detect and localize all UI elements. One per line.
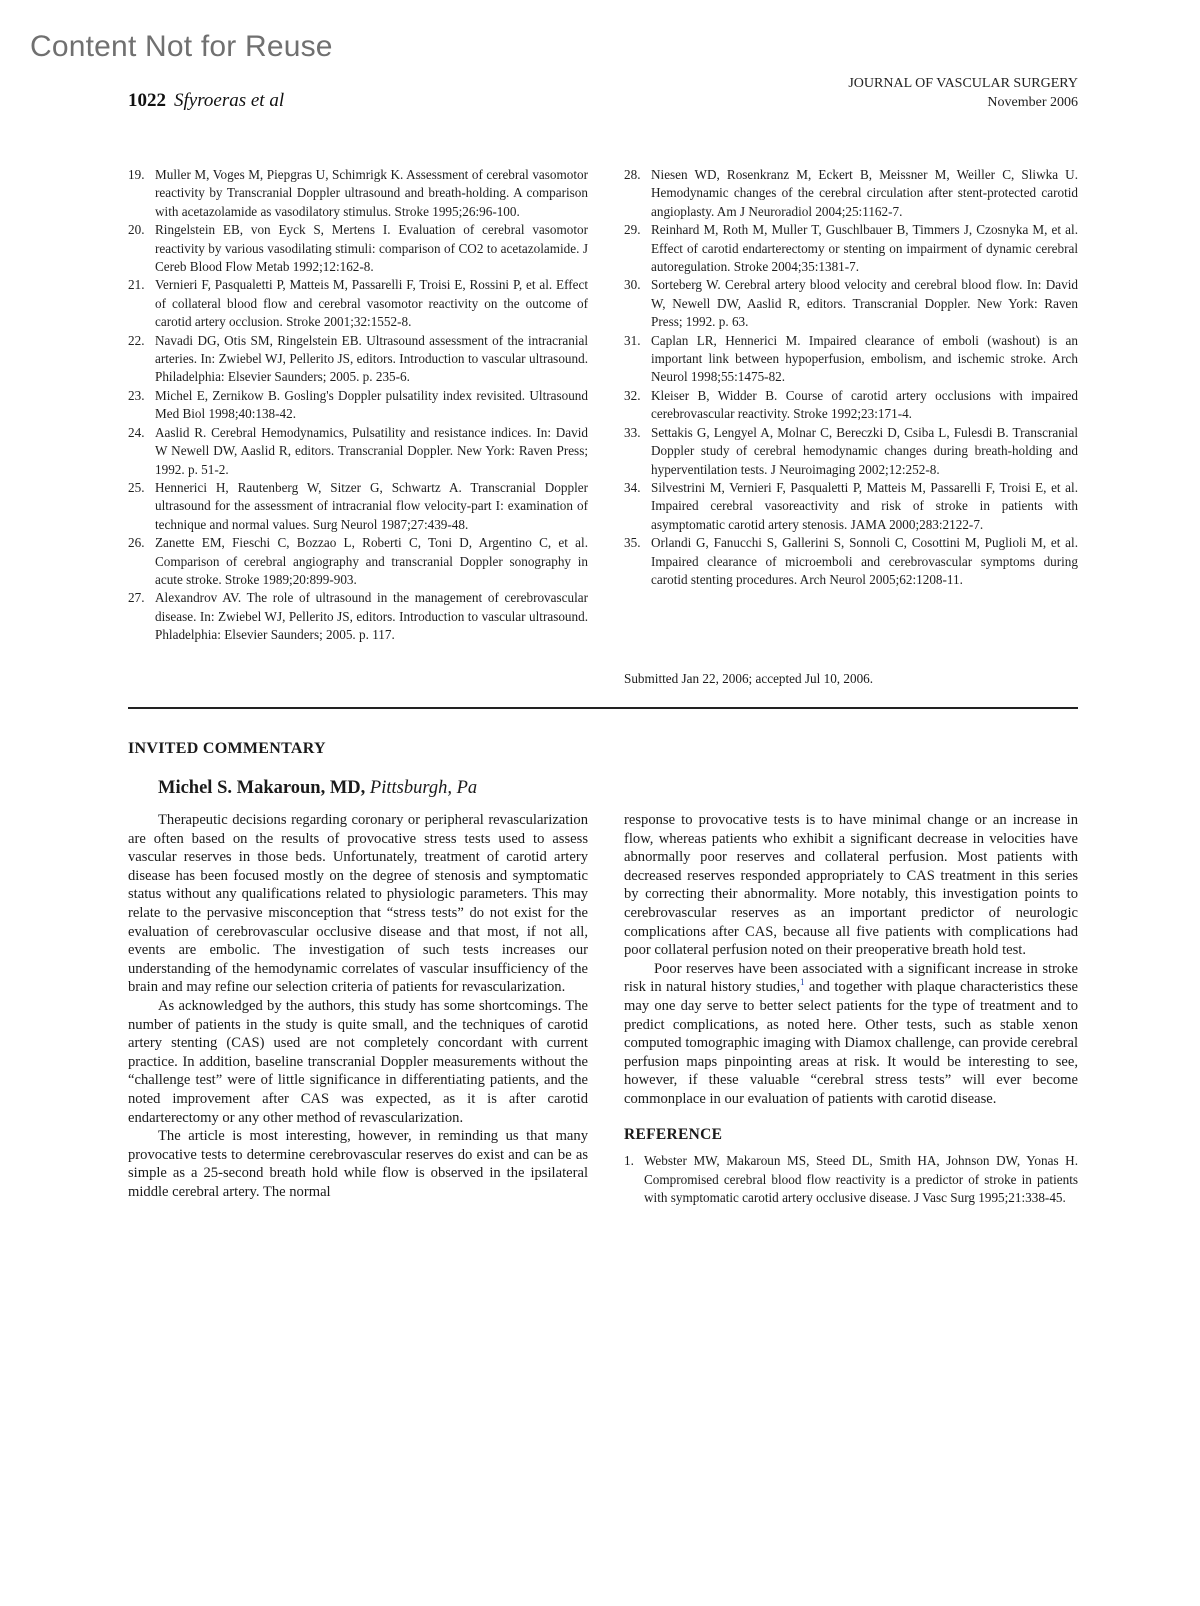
reference-text: Muller M, Voges M, Piepgras U, Schimrigk K. Assessment of cerebral vasomotor reactivity by Transcranial Doppler ultrasound and breath-holding. A comparison with acetazolamide as vasodilatory stimulus. Stroke 1995;26:96-100. — [155, 167, 588, 219]
reference-item — [128, 534, 588, 589]
reference-number: 19. — [128, 167, 145, 182]
page-number: 1022 — [128, 90, 166, 111]
reference-text: Aaslid R. Cerebral Hemodynamics, Pulsatility and resistance indices. In: David W Newell DW, Aaslid R, editors. Transcranial Doppler. New York: Raven Press; 1992. p. 51-2. — [155, 424, 588, 477]
reference-text: Zanette EM, Fieschi C, Bozzao L, Roberti C, Toni D, Argentino C, et al. Comparison of cerebral angiography and transcranial Doppler sonography in acute stroke. Stroke 1989;20:899-903. — [155, 535, 588, 587]
commentary-left-column — [128, 811, 588, 1201]
citation-link[interactable]: 1 — [800, 977, 805, 988]
reference-text: Reinhard M, Roth M, Muller T, Guschlbauer B, Timmers J, Czosnyka M, et al. Effect of carotid endarterectomy or stenting on impairment of dynamic cerebral autoregulation. Stroke 2004;35:1381-7. — [651, 222, 1078, 275]
reference-item — [624, 387, 1078, 424]
reference-text: Niesen WD, Rosenkranz M, Eckert B, Meissner M, Weiller C, Sliwka U. Hemodynamic changes of the cerebral circulation after stent-protected carotid angioplasty. Am J Neuroradiol 2004;25:1162-7. — [651, 167, 1078, 219]
reference-text: Settakis G, Lengyel A, Molnar C, Bereczki D, Csiba L, Fulesdi B. Transcranial Doppler study of cerebral hemodynamic changes during breath-holding and hyperventilation tests. J Neuroimaging 2002;12:252-8. — [651, 424, 1078, 477]
reference-item — [624, 424, 1078, 479]
reference-list-left — [128, 166, 588, 645]
byline — [158, 778, 477, 799]
submission-dates: Submitted Jan 22, 2006; accepted Jul 10, 2006. — [624, 671, 874, 686]
journal-issue: November 2006 — [987, 95, 1078, 110]
journal-title: JOURNAL OF VASCULAR SURGERY — [848, 76, 1078, 91]
section-divider — [128, 707, 1078, 709]
body-paragraph-continued: response to provocative tests is to have minimal change or an increase in flow, whereas patients who exhibit a significant decrease in velocities have abnormally poor reserves and collateral perfusion. Most patients with decreased reserves responded appropriately to CAS treatment in this series by correcting their abnormality. More notably, this investigation points to cerebrovascular reserves as an important predictor of neurologic complications after CAS, because all five patients with complications had poor collateral perfusion noted on their preoperative breath hold test. — [624, 812, 1078, 959]
reference-number: 34. — [624, 479, 641, 495]
reference-number: 28. — [624, 167, 641, 182]
reference-list-right — [624, 166, 1078, 589]
reference-number: 26. — [128, 535, 145, 551]
reference-number: 31. — [624, 332, 641, 348]
section-title: INVITED COMMENTARY — [128, 740, 326, 757]
reference-item — [128, 221, 588, 276]
reference-text: Vernieri F, Pasqualetti P, Matteis M, Passarelli F, Troisi E, Rossini P, et al. Effect of collateral blood flow and cerebral vasomotor reactivity on the outcome of carotid artery occlusion. Stroke 2001;32:1552-8. — [155, 277, 588, 330]
reference-heading: REFERENCE — [624, 1125, 723, 1143]
body-paragraph: As acknowledged by the authors, this study has some shortcomings. The number of patients in the study is quite small, and the techniques of carotid artery stenting (CAS) used are not completely concordant with current practice. In addition, baseline transcranial Doppler measurements without the “challenge test” were of little significance in differentiating patients, and the noted improvement after CAS was expected, as it is after carotid endarterectomy or any other method of revascularization. — [128, 997, 588, 1126]
reference-text: Sorteberg W. Cerebral artery blood velocity and cerebral blood flow. In: David W, Newell DW, Aaslid R, editors. Transcranial Doppler. New York: Raven Press; 1992. p. 63. — [651, 277, 1078, 330]
reference-number: 27. — [128, 590, 145, 606]
reference-item — [624, 534, 1078, 589]
paragraph-text: Poor reserves have been associated with a significant increase in stroke risk in natural history studies, — [624, 960, 1078, 996]
reference-text: Silvestrini M, Vernieri F, Pasqualetti P, Matteis M, Passarelli F, Troisi E, et al. Impaired cerebral vasoreactivity and risk of stroke in patients with asymptomatic carotid artery stenosis. JAMA 2000;283:2122-7. — [651, 479, 1078, 532]
reference-text: Orlandi G, Fanucchi S, Gallerini S, Sonnoli C, Cosottini M, Puglioli M, et al. Impaired clearance of microemboli and cerebrovascular symptoms during carotid stenting procedures. Arch Neurol 2005;62:1208-11. — [651, 535, 1078, 587]
reference-item — [624, 276, 1078, 331]
commentary-right-column — [624, 811, 1078, 1207]
reference-item — [128, 276, 588, 331]
reference-number: 25. — [128, 479, 145, 495]
reference-item — [624, 166, 1078, 221]
body-paragraph: Therapeutic decisions regarding coronary or peripheral revascularization are often based on the results of provocative stress tests used to assess vascular reserves in those beds. Unfortunately, treatment of carotid artery disease has been focused mostly on the degree of stenosis and symptomatic status without any qualifications related to physiologic parameters. This may relate to the pervasive misconception that “stress tests” do not exist for the evaluation of cerebrovascular occlusive disease and that most, if not all, events are embolic. The investigation of such tests increases our understanding of the hemodynamic correlates of vascular insufficiency of the brain and may refine our selection criteria of patients for revascularization. — [128, 812, 588, 996]
reference-item — [128, 424, 588, 479]
reference-item — [624, 1152, 1078, 1207]
reference-text: Caplan LR, Hennerici M. Impaired clearance of emboli (washout) is an important link between hypoperfusion, embolism, and ischemic stroke. Arch Neurol 1998;55:1475-82. — [651, 332, 1078, 385]
reference-number: 33. — [624, 424, 641, 440]
reference-number: 32. — [624, 387, 641, 403]
body-paragraph: The article is most interesting, however, in reminding us that many provocative tests to determine cerebrovascular reserves do exist and can be as simple as a 25-second breath hold while flow is observed in the ipsilateral middle cerebral artery. The normal — [128, 1128, 588, 1200]
reference-number: 24. — [128, 424, 145, 440]
reference-text: Ringelstein EB, von Eyck S, Mertens I. Evaluation of cerebral vasomotor reactivity by various vasodilating stimuli: comparison of CO2 to acetazolamide. J Cereb Blood Flow Metab 1992;12:162-8. — [155, 222, 588, 275]
reference-item — [128, 332, 588, 387]
running-author: Sfyroeras et al — [174, 90, 285, 111]
reference-item — [128, 479, 588, 534]
reference-item — [128, 166, 588, 221]
reference-text: Navadi DG, Otis SM, Ringelstein EB. Ultrasound assessment of the intracranial arteries. In: Zwiebel WJ, Pellerito JS, editors. Introduction to vascular ultrasound. Philadelphia: Elsevier Saunders; 2005. p. 235-6. — [155, 332, 588, 385]
author-name: Michel S. Makaroun, MD, — [158, 778, 366, 798]
reference-number: 1. — [624, 1153, 634, 1169]
reference-number: 20. — [128, 222, 145, 238]
reference-item — [128, 387, 588, 424]
reference-text: Webster MW, Makaroun MS, Steed DL, Smith HA, Johnson DW, Yonas H. Compromised cerebral blood flow reactivity is a predictor of stroke in patients with symptomatic carotid artery occlusive disease. J Vasc Surg 1995;21:338-45. — [644, 1153, 1078, 1205]
reference-number: 22. — [128, 332, 145, 348]
reference-number: 35. — [624, 535, 641, 551]
journal-header — [848, 74, 1078, 112]
watermark: Content Not for Reuse — [30, 30, 333, 63]
reference-text: Alexandrov AV. The role of ultrasound in the management of cerebrovascular disease. In: Zwiebel WJ, Pellerito JS, editors. Introduction to vascular ultrasound. Phladelphia: Elsevier Saunders; 2005. p. 117. — [155, 590, 588, 643]
author-location: Pittsburgh, Pa — [369, 778, 478, 798]
reference-text: Kleiser B, Widder B. Course of carotid artery occlusions with impaired cerebrovascular reactivity. Stroke 1992;23:171-4. — [651, 387, 1078, 422]
body-paragraph — [624, 960, 1078, 1109]
reference-number: 23. — [128, 387, 145, 403]
reference-text: Hennerici H, Rautenberg W, Sitzer G, Schwartz A. Transcranial Doppler ultrasound for the assessment of intracranial flow velocity-part I: examination of technique and normal values. Surg Neurol 1987;27:439-48. — [155, 479, 588, 532]
paragraph-text: and together with plaque characteristics these may one day serve to better select patients for the type of treatment and to predict complications, as noted here. Other tests, such as stable xenon computed tomographic imaging with Diamox challenge, can provide cerebral perfusion maps pinpointing areas at risk. It would be interesting to see, however, if these valuable “cerebral stress tests” will ever become commonplace in our evaluation of patients with carotid disease. — [624, 979, 1078, 1107]
reference-item — [624, 479, 1078, 534]
reference-item — [624, 221, 1078, 276]
page-header — [128, 90, 284, 112]
reference-item — [624, 332, 1078, 387]
reference-number: 21. — [128, 277, 145, 293]
reference-number: 29. — [624, 222, 641, 238]
reference-text: Michel E, Zernikow B. Gosling's Doppler pulsatility index revisited. Ultrasound Med Biol 1998;40:138-42. — [155, 387, 588, 422]
reference-number: 30. — [624, 277, 641, 293]
reference-item — [128, 589, 588, 644]
